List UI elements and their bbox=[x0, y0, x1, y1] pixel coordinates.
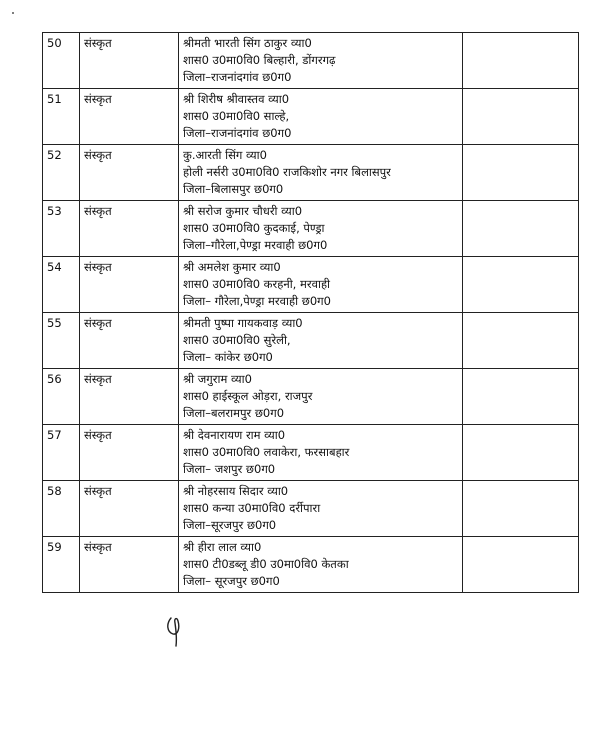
empty-cell bbox=[463, 33, 579, 89]
details-line: श्री शिरीष श्रीवास्तव व्या0 bbox=[183, 92, 290, 106]
details-line: कु.आरती सिंग व्या0 bbox=[183, 148, 267, 162]
table-row bbox=[43, 201, 579, 257]
details-cell bbox=[179, 257, 463, 313]
subject-cell: संस्कृत bbox=[80, 201, 179, 257]
details-line: शास0 उ0मा0वि0 कुदकाई, पेण्ड्रा bbox=[183, 221, 325, 235]
table-row bbox=[43, 257, 579, 313]
subject-cell: संस्कृत bbox=[80, 537, 179, 593]
serial-number: 52 bbox=[43, 145, 80, 201]
records-table-body bbox=[43, 33, 579, 593]
details-line: श्री देवनारायण राम व्या0 bbox=[183, 428, 286, 442]
details-line: जिला–सूरजपुर छ0ग0 bbox=[183, 518, 277, 532]
details-line: जिला–बिलासपुर छ0ग0 bbox=[183, 182, 284, 196]
details-cell bbox=[179, 369, 463, 425]
subject-cell: संस्कृत bbox=[80, 145, 179, 201]
serial-number: 53 bbox=[43, 201, 80, 257]
empty-cell bbox=[463, 257, 579, 313]
signature-mark bbox=[163, 612, 193, 648]
details-line: शास0 कन्या उ0मा0वि0 दर्रीपारा bbox=[183, 501, 321, 515]
details-line: श्री हीरा लाल व्या0 bbox=[183, 540, 262, 554]
empty-cell bbox=[463, 145, 579, 201]
subject-cell: संस्कृत bbox=[80, 33, 179, 89]
subject-cell: संस्कृत bbox=[80, 481, 179, 537]
details-cell bbox=[179, 89, 463, 145]
table-row bbox=[43, 145, 579, 201]
scan-speck bbox=[12, 12, 14, 14]
serial-number: 51 bbox=[43, 89, 80, 145]
details-line: श्री सरोज कुमार चौधरी व्या0 bbox=[183, 204, 303, 218]
details-line: जिला– गौरेला,पेण्ड्रा मरवाही छ0ग0 bbox=[183, 294, 331, 308]
subject-cell: संस्कृत bbox=[80, 257, 179, 313]
details-line: जिला– जशपुर छ0ग0 bbox=[183, 462, 276, 476]
details-line: श्री जगुराम व्या0 bbox=[183, 372, 252, 386]
details-cell bbox=[179, 201, 463, 257]
details-line: शास0 हाईस्कूल ओड़रा, राजपुर bbox=[183, 389, 313, 403]
empty-cell bbox=[463, 481, 579, 537]
table-row bbox=[43, 537, 579, 593]
table-row bbox=[43, 89, 579, 145]
details-cell bbox=[179, 33, 463, 89]
serial-number: 58 bbox=[43, 481, 80, 537]
details-cell bbox=[179, 145, 463, 201]
details-line: शास0 उ0मा0वि0 सुरेली, bbox=[183, 333, 291, 347]
serial-number: 50 bbox=[43, 33, 80, 89]
table-row bbox=[43, 33, 579, 89]
empty-cell bbox=[463, 369, 579, 425]
details-line: शास0 उ0मा0वि0 साल्हे, bbox=[183, 109, 290, 123]
details-line: जिला– कांकेर छ0ग0 bbox=[183, 350, 273, 364]
empty-cell bbox=[463, 201, 579, 257]
empty-cell bbox=[463, 313, 579, 369]
empty-cell bbox=[463, 425, 579, 481]
empty-cell bbox=[463, 537, 579, 593]
details-cell bbox=[179, 313, 463, 369]
subject-cell: संस्कृत bbox=[80, 369, 179, 425]
details-line: शास0 उ0मा0वि0 बिल्हारी, डोंगरगढ़ bbox=[183, 53, 336, 67]
details-cell bbox=[179, 481, 463, 537]
table-row bbox=[43, 425, 579, 481]
details-line: जिला–राजनांदगांव छ0ग0 bbox=[183, 70, 292, 84]
serial-number: 59 bbox=[43, 537, 80, 593]
serial-number: 54 bbox=[43, 257, 80, 313]
empty-cell bbox=[463, 89, 579, 145]
table-row bbox=[43, 481, 579, 537]
table-row bbox=[43, 369, 579, 425]
details-line: शास0 उ0मा0वि0 लवाकेरा, फरसाबहार bbox=[183, 445, 350, 459]
details-line: श्री नोहरसाय सिदार व्या0 bbox=[183, 484, 289, 498]
subject-cell: संस्कृत bbox=[80, 89, 179, 145]
serial-number: 55 bbox=[43, 313, 80, 369]
subject-cell: संस्कृत bbox=[80, 425, 179, 481]
serial-number: 57 bbox=[43, 425, 80, 481]
details-line: श्री अमलेश कुमार व्या0 bbox=[183, 260, 281, 274]
subject-cell: संस्कृत bbox=[80, 313, 179, 369]
details-line: श्रीमती पुष्पा गायकवाड़ व्या0 bbox=[183, 316, 303, 330]
details-line: होली नर्सरी उ0मा0वि0 राजकिशोर नगर बिलासपुर bbox=[183, 165, 391, 179]
details-line: जिला–गौरेला,पेण्ड्रा मरवाही छ0ग0 bbox=[183, 238, 328, 252]
details-cell bbox=[179, 425, 463, 481]
details-cell bbox=[179, 537, 463, 593]
details-line: जिला–राजनांदगांव छ0ग0 bbox=[183, 126, 292, 140]
table-row bbox=[43, 313, 579, 369]
details-line: श्रीमती भारती सिंग ठाकुर व्या0 bbox=[183, 36, 312, 50]
records-table bbox=[42, 32, 579, 593]
serial-number: 56 bbox=[43, 369, 80, 425]
details-line: शास0 टी0डब्लू डी0 उ0मा0वि0 केतका bbox=[183, 557, 349, 571]
details-line: शास0 उ0मा0वि0 करहनी, मरवाही bbox=[183, 277, 331, 291]
details-line: जिला–बलरामपुर छ0ग0 bbox=[183, 406, 285, 420]
details-line: जिला– सूरजपुर छ0ग0 bbox=[183, 574, 280, 588]
